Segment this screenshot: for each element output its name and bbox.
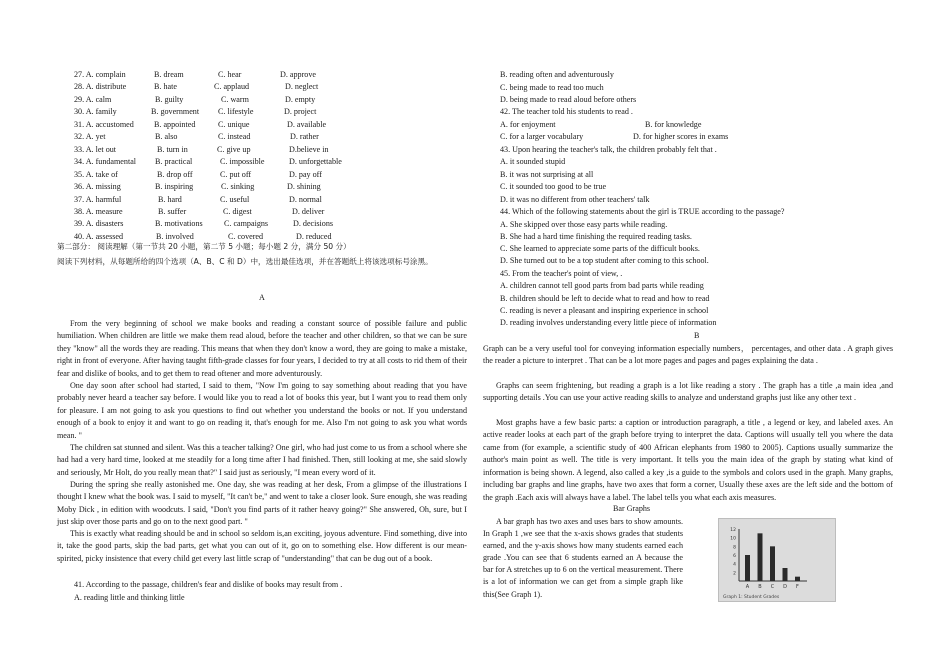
choice-29-d: D. empty (285, 94, 316, 104)
question-41: 41. According to the passage, children's fear and dislike of books may result from . (74, 580, 343, 589)
passage-a-para-2: One day soon after school had started, I said to them, "Now I'm going to say something about reading that you have probably never heard a teacher say before. I would like you to read a lot of books this year, but I want you to read them only for pleasure. I am not going to ask you questions to find out whether you understand the books or not. If you understand enough of a book to enjoy it and want to go on reading it, that's enough for me. Also I'm not going to ask you what words mean. " (57, 381, 467, 440)
bar-graphs-heading: Bar Graphs (613, 504, 651, 513)
x-tick-label: A (745, 584, 750, 590)
y-tick-label: 10 (730, 536, 736, 542)
passage-b-label: B (694, 331, 700, 340)
bar-b (758, 533, 763, 581)
choice-33-a: 33. A. let out (74, 144, 117, 154)
bar-graph-paragraph: A bar graph has two axes and uses bars to show amounts. In Graph 1 ,we see that the x-axis shows grades that students earned, and the y-axis shows how many students earned each grade .You can see that 6 students earned an A because the bar for A stretches up to 6 on the vertical measurement. There is a lot of information we can get from a simple graph like this(See Graph 1). (483, 517, 683, 599)
question-42-option-d: D. for higher scores in exams (633, 132, 729, 141)
question-43-option-a: A. it sounded stupid (500, 157, 566, 166)
choice-34-a: 34. A. fundamental (74, 157, 137, 167)
choice-27-a: 27. A. complain (74, 70, 126, 79)
choice-30-c: C. lifestyle (218, 107, 254, 117)
question-43-option-d: D. it was no different from other teachers' talk (500, 195, 650, 204)
question-43-option-b: B. it was not surprising at all (500, 170, 594, 179)
passage-b-para-3: Most graphs have a few basic parts: a caption or introduction paragraph, a title , a legend or key, and labeled axes. An active reader looks at each part of the graph before trying to interpret the data. Captions will usually tell you where the data came from (for example, a scientific study of 400 African elephants from 1980 to 2005). Captions usually summarize the author's main point as well. The title is very important. It tells you the main idea of the graph by stating what kind of information is being shown. A legend, also called a key ,is a guide to the symbols and colors used in the graph. Many graphs, including bar graphs and line graphs, have two axes that form a corner, Usually these axes are the left side and the bottom of the graph .Each axis will always have a label. The label tells you what each axis measures. (483, 418, 893, 502)
choice-40-d: D. reduced (296, 231, 332, 241)
bar-c (770, 546, 775, 581)
question-41-option-c: C. being made to read too much (500, 83, 604, 92)
graph-caption: Graph 1: Student Grades (723, 595, 780, 600)
choice-37-c: C. useful (220, 194, 250, 204)
question-44-option-d: D. She turned out to be a top student after coming to this school. (500, 256, 709, 265)
bar-d (783, 568, 788, 581)
choice-27-b: B. dream (154, 70, 184, 79)
choice-34-d: D. unforgettable (289, 157, 342, 167)
choice-27-d: D. approve (280, 70, 316, 79)
choice-32-d: D. rather (290, 132, 319, 142)
question-41-option-b: B. reading often and adventurously (500, 70, 614, 79)
choice-27-c: C. hear (218, 70, 242, 79)
question-42: 42. The teacher told his students to read . (500, 107, 633, 116)
question-45-option-c: C. reading is never a pleasant and inspiring experience in school (500, 306, 709, 315)
choice-35-a: 35. A. take of (74, 169, 118, 179)
question-44-option-b: B. She had a hard time finishing the required reading tasks. (500, 232, 692, 241)
choice-39-a: 39. A. disasters (74, 219, 124, 229)
question-44-option-c: C. She learned to appreciate some parts of the difficult books. (500, 244, 700, 253)
choice-37-d: D. normal (289, 194, 322, 204)
question-45-option-d: D. reading involves understanding every little piece of information (500, 318, 717, 327)
choice-38-b: B. suffer (158, 206, 187, 216)
choice-32-b: B. also (155, 132, 178, 142)
choice-37-a: 37. A. harmful (74, 194, 122, 204)
passage-a-para-4: During the spring she really astonished me. One day, she was reading at her desk, From a glimpse of the illustrations I thought I knew what the book was. I said to myself, "It can't be," and went to take a closer look. Sure enough, she was reading Moby Dick , in edition with woodcuts. I said, "Don't you find parts of it rather heavy going?" She answered, Oh, sure, but I just skip over those parts and go on to the next good part. " (57, 480, 467, 527)
graph-1-bar-chart (719, 519, 835, 601)
choice-29-b: B. guilty (155, 94, 184, 104)
passage-b-para-1: Graph can be a very useful tool for conveying information especially numbers， percentages, and other data . A graph gives the reader a picture to interpret . That can be a lot more pages and pages and pages explaining the data . (483, 344, 893, 366)
question-42-option-a: A. for enjoyment (500, 120, 556, 129)
choice-40-a: 40. A. assessed (74, 231, 124, 241)
choice-38-c: C. digest (223, 206, 252, 216)
question-43-option-c: C. it sounded too good to be true (500, 182, 607, 191)
choice-31-b: B. appointed (154, 119, 196, 129)
choice-36-d: D. shining (287, 182, 321, 192)
choice-30-d: D. project (284, 107, 317, 117)
choice-31-a: 31. A. accustomed (74, 119, 134, 129)
choice-36-c: C. sinking (221, 182, 255, 192)
choice-29-c: C. warm (221, 94, 249, 104)
y-tick-label: 12 (730, 528, 736, 533)
choice-39-b: B. motivations (155, 219, 203, 229)
choice-32-c: C. instead (218, 132, 251, 142)
graph-1-image (718, 518, 836, 602)
instructions: 阅读下列材料，从每题所给的四个选项（A、B、C 和 D）中，选出最佳选项，并在答题纸上将该选项标号涂黑。 (57, 257, 433, 266)
passage-a-para-1: From the very beginning of school we make books and reading a constant source of possible failure and public humiliation. When children are little we make them read aloud, before the teacher and other children, so that we can be sure they "know" all the words they are reading. This means that when they don't know a word, they are going to make a mistake, right in front of everyone. After having taught fifth-grade classes for four years, I decided to try at all costs to rid them of their fear and dislike of books, and to get them to read oftener and more adventurously. (57, 319, 467, 378)
choice-30-a: 30. A. family (74, 107, 117, 117)
question-44: 44. Which of the following statements about the girl is TRUE according to the passage? (500, 207, 785, 216)
choice-33-c: C. give up (217, 144, 251, 154)
choice-35-c: C. put off (220, 169, 252, 179)
passage-a-label: A (259, 293, 265, 302)
choice-34-c: C. impossible (220, 157, 265, 167)
x-tick-label: C (770, 584, 775, 590)
y-tick-label: 8 (733, 545, 736, 551)
choice-35-b: B. drop off (157, 169, 193, 179)
choice-34-b: B. practical (155, 157, 193, 167)
choice-37-b: B. hard (158, 194, 182, 204)
choice-30-b: B. government (151, 107, 200, 117)
section-title: 第二部分： 阅读理解（第一节共 20 小题，第二节 5 小题；每小题 2 分，满分 50 分） (57, 242, 351, 251)
question-41-option-d: D. being made to read aloud before others (500, 95, 637, 104)
x-tick-label: D (783, 584, 787, 590)
question-45: 45. From the teacher's point of view, . (500, 269, 623, 278)
choice-31-c: C. unique (218, 119, 250, 129)
choice-28-c: C. applaud (214, 82, 250, 92)
choice-35-d: D. pay off (289, 169, 322, 179)
question-42-option-c: C. for a larger vocabulary (500, 132, 584, 141)
y-tick-label: 6 (733, 554, 736, 559)
choice-38-d: D. deliver (292, 206, 325, 216)
bar-a (745, 555, 750, 581)
bar-f (795, 577, 800, 581)
question-45-option-b: B. children should be left to decide what to read and how to read (500, 294, 710, 303)
choice-38-a: 38. A. measure (74, 206, 123, 216)
y-tick-label: 2 (733, 571, 736, 577)
choice-28-a: 28. A. distribute (74, 82, 127, 92)
choice-40-b: B. involved (156, 231, 194, 241)
x-tick-label: F (796, 584, 799, 590)
y-tick-label: 4 (733, 562, 736, 568)
choice-40-c: C. covered (228, 231, 264, 241)
choice-39-d: D. decisions (293, 219, 334, 229)
question-42-option-b: B. for knowledge (645, 120, 702, 129)
question-45-option-a: A. children cannot tell good parts from bad parts while reading (500, 281, 704, 290)
choice-39-c: C. campaigns (224, 219, 269, 229)
question-43: 43. Upon hearing the teacher's talk, the children probably felt that . (500, 145, 717, 154)
passage-a-para-5: This is exactly what reading should be and in school so seldom is,an exciting, joyous adventure. Find something, dive into it, take the good parts, skip the bad parts, get what you can out of it, go on to something else. How different is our mean-spirited, picky insistence that every child get every last little scrap of "understanding" that can be dug out of a book. (57, 529, 467, 563)
choice-33-d: D.believe in (289, 144, 329, 154)
choice-36-b: B. inspiring (155, 182, 194, 192)
question-41-option-a: A. reading little and thinking little (74, 593, 185, 602)
question-44-option-a: A. She skipped over those easy parts while reading. (500, 220, 668, 229)
choice-36-a: 36. A. missing (74, 182, 121, 192)
choice-32-a: 32. A. yet (74, 132, 106, 142)
passage-a-para-3: The children sat stunned and silent. Was this a teacher talking? One girl, who had just come to us from a school where she had had a very hard time, looked at me steadily for a long time after I had finished. Then, still looking at me, she said slowly and seriously, Mr Holt, do you really mean that?" I said just as seriously, "I mean every word of it. (57, 443, 467, 477)
passage-b-para-2: Graphs can seem frightening, but reading a graph is a lot like reading a story . The graph has a title ,a main idea ,and supporting details .You can use your active reading skills to analyze and understand graphs just like any other text . (483, 381, 893, 403)
x-tick-label: B (758, 584, 762, 590)
choice-33-b: B. turn in (157, 144, 188, 154)
choice-29-a: 29. A. calm (74, 94, 112, 104)
choice-28-b: B. hate (154, 82, 177, 92)
choice-31-d: D. available (287, 119, 327, 129)
choice-28-d: D. neglect (285, 82, 319, 92)
